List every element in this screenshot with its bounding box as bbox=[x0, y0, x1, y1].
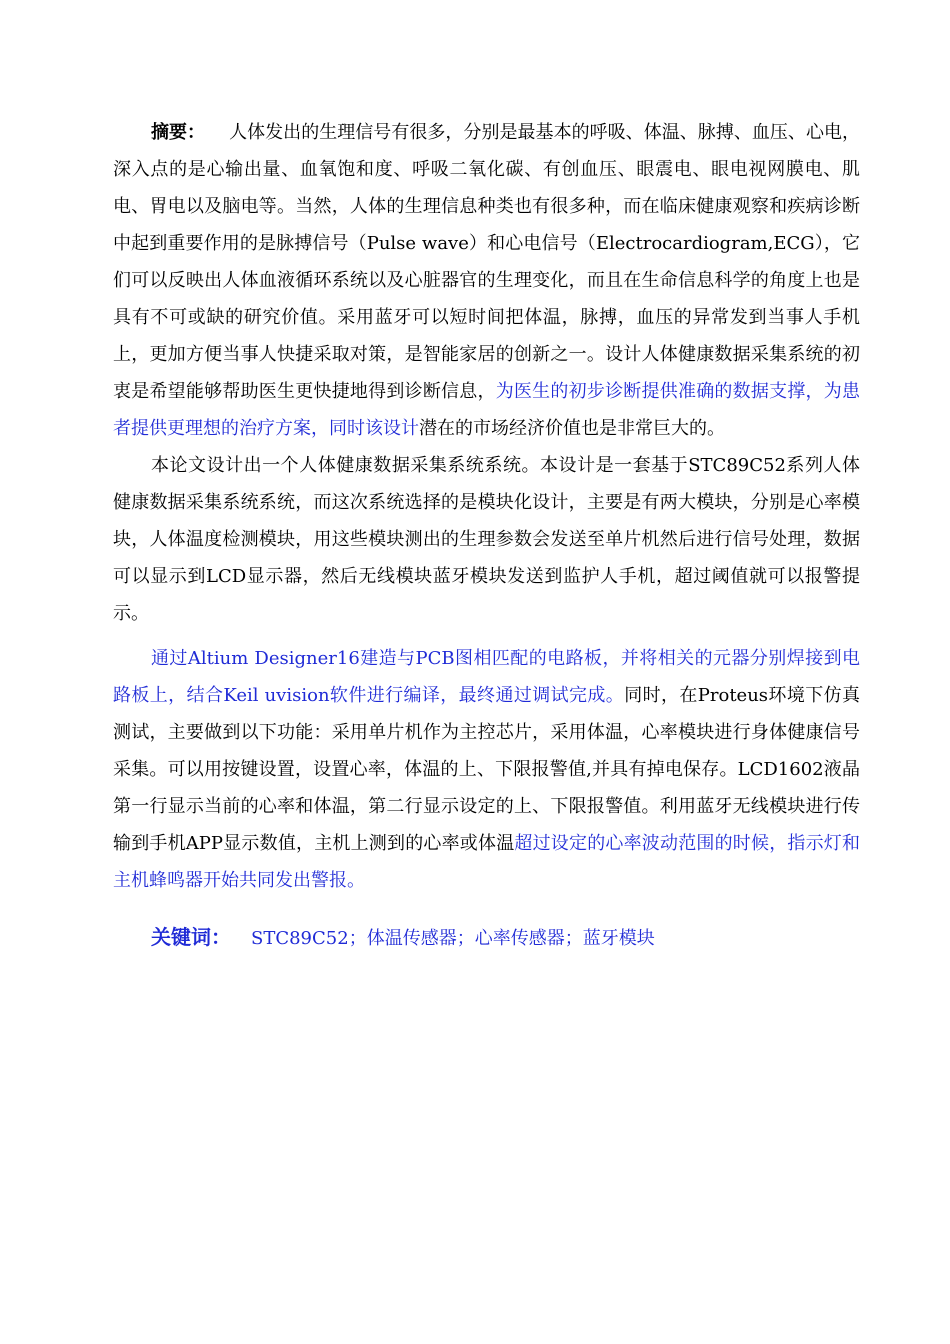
abstract-p3-text: 同时，在Proteus环境下仿真测试，主要做到以下功能：采用单片机作为主控芯片，采用体温，心率模块进行身体健康信号采集。可以用按键设置，设置心率，体温的上、下限报警值,并具有掉电保存。LCD1602液晶第一行显示当前的心率和体温，第二行显示设定的上、下限报警值。利用蓝牙无线模块进行传输到手机APP显示数值，主机上测到的心率或体温 bbox=[113, 685, 860, 854]
abstract-paragraph-2 bbox=[113, 447, 860, 632]
abstract-section bbox=[113, 114, 860, 957]
abstract-paragraph-1 bbox=[113, 114, 860, 447]
abstract-p1-tail: 潜在的市场经济价值也是非常巨大的。 bbox=[419, 418, 725, 439]
keywords-line bbox=[113, 919, 860, 957]
abstract-p2-text: 本论文设计出一个人体健康数据采集系统系统。本设计是一套基于STC89C52系列人体健康数据采集系统系统，而这次系统选择的是模块化设计，主要是有两大模块，分别是心率模块，人体温度检测模块，用这些模块测出的生理参数会发送至单片机然后进行信号处理，数据可以显示到LCD显示器，然后无线模块蓝牙模块发送到监护人手机，超过阈值就可以报警提示。 bbox=[113, 455, 860, 624]
abstract-label: 摘要： bbox=[151, 122, 206, 143]
abstract-paragraph-3 bbox=[113, 640, 860, 899]
abstract-p1-text: 人体发出的生理信号有很多，分别是最基本的呼吸、体温、脉搏、血压、心电，深入点的是心输出量、血氧饱和度、呼吸二氧化碳、有创血压、眼震电、眼电视网膜电、肌电、胃电以及脑电等。当然，人体的生理信息种类也有很多种，而在临床健康观察和疾病诊断中起到重要作用的是脉搏信号（Pulse wave）和心电信号（Electrocardiogram,ECG），它们可以反映出人体血液循环系统以及心脏器官的生理变化，而且在生命信息科学的角度上也是具有不可或缺的研究价值。采用蓝牙可以短时间把体温，脉搏，血压的异常发到当事人手机上，更加方便当事人快捷采取对策，是智能家居的创新之一。设计人体健康数据采集系统的初衷是希望能够帮助医生更快捷地得到诊断信息， bbox=[113, 122, 861, 402]
keywords-label: 关键词： bbox=[151, 925, 231, 949]
abstract-p1-highlight: 为医生的初步诊断提供准确的数据支撑，为患者提供更理想的治疗方案，同时该设计 bbox=[113, 381, 861, 439]
keywords-text: STC89C52；体温传感器；心率传感器；蓝牙模块 bbox=[251, 928, 655, 949]
abstract-p3-highlight-2: 超过设定的心率波动范围的时候，指示灯和主机蜂鸣器开始共同发出警报。 bbox=[113, 833, 860, 891]
abstract-p3-highlight: 通过Altium Designer16建造与PCB图相匹配的电路板，并将相关的元器分别焊接到电路板上，结合Keil uvision软件进行编译，最终通过调试完成。 bbox=[113, 648, 860, 706]
